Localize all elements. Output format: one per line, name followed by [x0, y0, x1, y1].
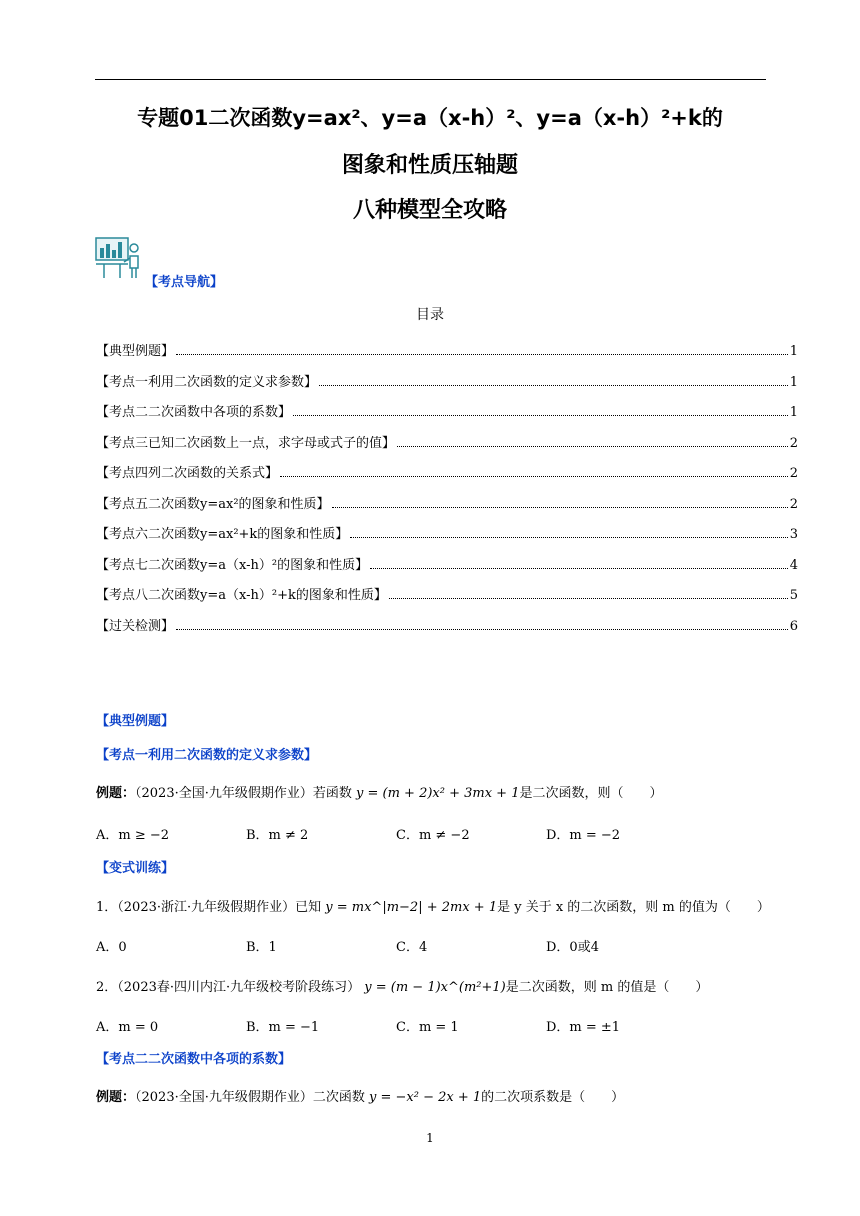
q1-suffix: 是 y 关于 x 的二次函数，则 m 的值为（ ） — [497, 900, 770, 915]
page-title-line-3: 八种模型全攻略 — [352, 198, 507, 223]
variant-training-heading: 【变式训练】 — [96, 861, 175, 876]
section-typical-examples: 【典型例题】 — [96, 714, 175, 729]
q1-option-d: D．0或4 — [546, 940, 599, 955]
toc-item-page: 3 — [789, 527, 798, 542]
toc-leader-dots — [280, 475, 788, 477]
toc-item[interactable] — [96, 340, 798, 358]
option-c: C．m ≠ −2 — [396, 828, 470, 843]
toc-item-label: 【考点三已知二次函数上一点，求字母或式子的值】 — [96, 435, 396, 451]
toc-item-label: 【考点六二次函数y=ax²+k的图象和性质】 — [96, 527, 349, 542]
toc-leader-dots — [350, 536, 787, 538]
toc-leader-dots — [176, 353, 788, 355]
toc-item[interactable] — [96, 401, 798, 419]
option-d: D．m = −2 — [546, 828, 621, 843]
example-2-suffix: 的二次项系数是（ ） — [481, 1090, 625, 1105]
toc-item[interactable] — [96, 615, 798, 633]
toc-item-page: 2 — [789, 466, 798, 481]
nav-label: 【考点导航】 — [145, 275, 224, 290]
toc-item-page: 1 — [789, 344, 798, 359]
toc-item-page: 1 — [789, 374, 798, 390]
option-b: B．m ≠ 2 — [246, 828, 309, 843]
kaodian-2-heading: 【考点二二次函数中各项的系数】 — [96, 1052, 292, 1067]
option-a: A．m ≥ −2 — [96, 828, 170, 843]
q2-suffix: 是二次函数，则 m 的值是（ ） — [505, 980, 709, 995]
example-label: 例题： — [96, 786, 136, 801]
toc-leader-dots — [293, 414, 788, 416]
page-title-line-1: 专题01二次函数y=ax²、y=a（x-h）²、y=a（x-h）²+k的 — [137, 106, 723, 130]
toc-item[interactable] — [96, 554, 798, 572]
toc-item-page: 2 — [789, 435, 798, 451]
toc-item[interactable] — [96, 432, 798, 450]
toc-item-label: 【典型例题】 — [96, 344, 175, 359]
page-title-line-2: 图象和性质压轴题 — [341, 153, 518, 178]
example-formula: y = (m + 2)x² + 3mx + 1 — [356, 786, 520, 801]
toc-heading: 目录 — [416, 307, 444, 323]
toc-item[interactable] — [96, 523, 798, 541]
toc-item-label: 【考点七二次函数y=a（x-h）²的图象和性质】 — [96, 557, 369, 573]
example-2-label: 例题： — [96, 1090, 136, 1105]
q2-source: 2．（2023春·四川内江·九年级校考阶段练习） — [96, 980, 361, 995]
q1-source: 1．（2023·浙江·九年级假期作业）已知 — [96, 900, 322, 915]
teacher-board-icon — [94, 236, 142, 280]
q1-formula: y = mx^|m−2| + 2mx + 1 — [325, 900, 498, 915]
toc-item-label: 【考点四列二次函数的关系式】 — [96, 466, 279, 481]
question-1 — [96, 896, 770, 915]
toc-item-page: 4 — [789, 557, 798, 573]
example-2-source: （2023·全国·九年级假期作业）二次函数 — [135, 1090, 365, 1105]
toc-leader-dots — [176, 628, 788, 630]
toc-item-page: 2 — [789, 496, 798, 512]
kaodian-1-heading: 【考点一利用二次函数的定义求参数】 — [96, 748, 318, 763]
toc-item-page: 5 — [789, 588, 798, 603]
q2-option-b: B．m = −1 — [246, 1020, 320, 1035]
toc-item[interactable] — [96, 371, 798, 389]
question-2 — [96, 976, 708, 995]
q1-option-a: A．0 — [96, 940, 127, 955]
toc-item-page: 1 — [789, 405, 798, 420]
q2-option-a: A．m = 0 — [96, 1020, 159, 1035]
toc-item-label: 【过关检测】 — [96, 618, 175, 634]
page-number: 1 — [426, 1131, 434, 1145]
example-suffix: 是二次函数，则（ ） — [519, 786, 663, 801]
q1-option-c: C．4 — [396, 940, 428, 955]
q2-formula: y = (m − 1)x^(m²+1) — [364, 980, 506, 995]
header-rule — [95, 79, 766, 80]
toc-item-label: 【考点一利用二次函数的定义求参数】 — [96, 374, 318, 390]
toc-leader-dots — [370, 567, 788, 569]
toc-leader-dots — [332, 506, 788, 508]
toc-item[interactable] — [96, 493, 798, 511]
q2-option-c: C．m = 1 — [396, 1020, 459, 1035]
toc-leader-dots — [397, 445, 788, 447]
q2-option-d: D．m = ±1 — [546, 1020, 621, 1035]
toc-item-label: 【考点二二次函数中各项的系数】 — [96, 405, 292, 420]
toc-leader-dots — [319, 384, 788, 386]
toc-item-label: 【考点八二次函数y=a（x-h）²+k的图象和性质】 — [96, 588, 387, 603]
example-source: （2023·全国·九年级假期作业）若函数 — [135, 786, 352, 801]
q1-option-b: B．1 — [246, 940, 277, 955]
toc-leader-dots — [389, 597, 788, 599]
example-2 — [96, 1086, 624, 1105]
example-1 — [96, 782, 663, 801]
toc-item[interactable] — [96, 584, 798, 602]
toc-item-page: 6 — [789, 618, 798, 634]
toc-item-label: 【考点五二次函数y=ax²的图象和性质】 — [96, 496, 330, 512]
example-2-formula: y = −x² − 2x + 1 — [369, 1090, 482, 1105]
toc-item[interactable] — [96, 462, 798, 480]
